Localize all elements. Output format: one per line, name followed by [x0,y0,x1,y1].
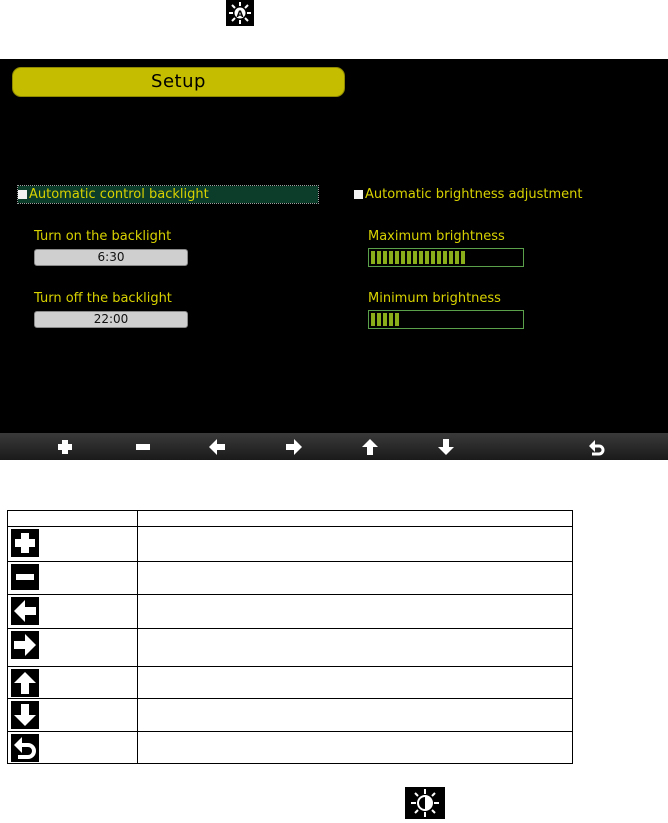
device-screen [0,59,668,460]
min-brightness-slider[interactable] [368,310,524,329]
arrow-right-icon [11,631,39,659]
brightness-segment [389,251,393,264]
max-brightness-slider[interactable] [368,248,524,267]
toolbar [0,433,668,460]
arrow-left-icon[interactable] [208,438,226,456]
auto-brightness-checkbox[interactable] [354,186,582,203]
auto-backlight-checkbox[interactable] [18,186,318,203]
turn-off-label: Turn off the backlight [34,291,172,306]
plus-icon[interactable] [56,438,74,456]
checkbox-box[interactable] [18,190,27,199]
brightness-segment [419,251,423,264]
brightness-segment [371,313,375,326]
svg-text:A: A [236,10,244,20]
minus-icon [11,564,39,590]
arrow-up-icon[interactable] [361,438,379,456]
table-row [8,698,572,699]
brightness-segment [377,313,381,326]
setup-tab[interactable]: Setup [12,67,345,97]
auto-backlight-label: Automatic control backlight [29,187,209,202]
brightness-segment [383,251,387,264]
return-icon[interactable] [588,438,606,456]
plus-icon [11,529,39,557]
brightness-segment [377,251,381,264]
min-brightness-label: Minimum brightness [368,291,501,306]
arrow-up-icon [11,669,39,697]
brightness-contrast-icon [405,787,445,819]
arrow-left-icon [11,597,39,625]
brightness-segment [383,313,387,326]
brightness-segment [443,251,447,264]
turn-on-label: Turn on the backlight [34,229,172,244]
turn-on-time-field[interactable]: 6:30 [34,249,188,266]
checkbox-box[interactable] [354,190,363,199]
auto-brightness-icon [226,0,254,26]
brightness-segment [395,251,399,264]
auto-brightness-label: Automatic brightness adjustment [365,187,583,202]
table-row [8,594,572,595]
table-row [8,731,572,732]
brightness-segment [371,251,375,264]
brightness-segment [407,251,411,264]
button-legend-table [7,510,573,764]
arrow-right-icon[interactable] [285,438,303,456]
minus-icon[interactable] [134,438,152,456]
brightness-segment [413,251,417,264]
table-column-divider [137,511,138,763]
brightness-segment [395,313,399,326]
brightness-segment [437,251,441,264]
table-row [8,526,572,527]
table-row [8,628,572,629]
brightness-segment [449,251,453,264]
arrow-down-icon [11,701,39,729]
brightness-segment [425,251,429,264]
arrow-down-icon[interactable] [437,438,455,456]
brightness-segment [401,251,405,264]
table-row [8,666,572,667]
return-icon [11,734,39,762]
brightness-segment [461,251,465,264]
max-brightness-label: Maximum brightness [368,229,505,244]
turn-off-time-field[interactable]: 22:00 [34,311,188,328]
brightness-segment [431,251,435,264]
brightness-segment [455,251,459,264]
brightness-segment [389,313,393,326]
table-row [8,561,572,562]
